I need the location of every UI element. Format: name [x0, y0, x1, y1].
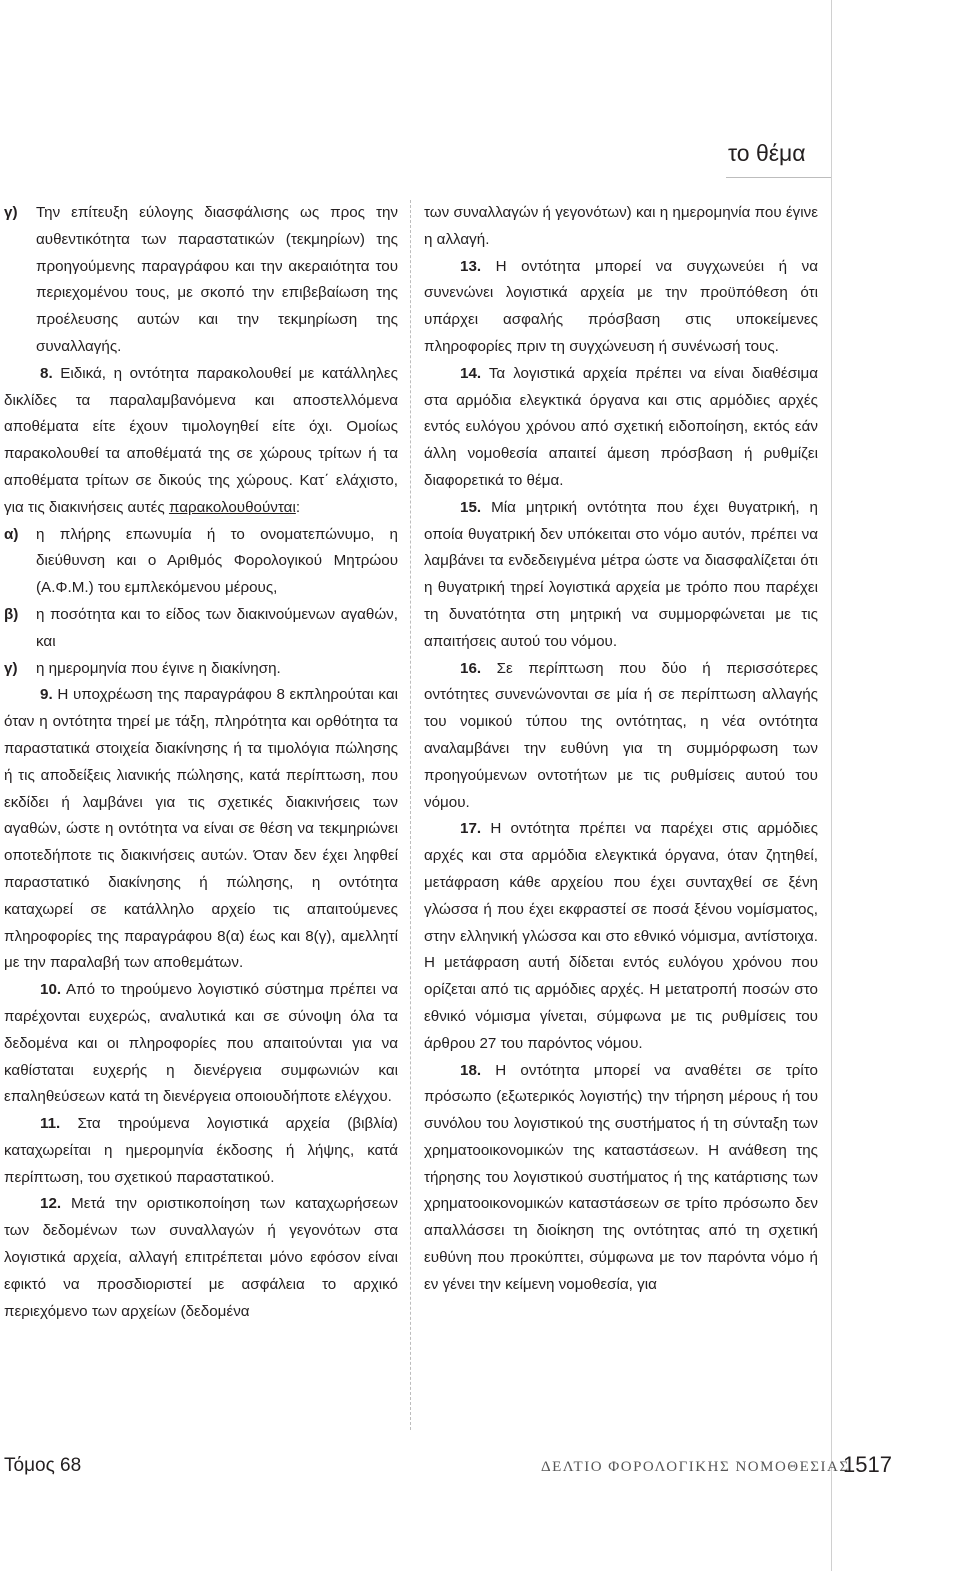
- right-column: [424, 200, 818, 1299]
- list-item: [4, 200, 398, 361]
- item-marker: β): [4, 605, 19, 623]
- paragraph-text: Η οντότητα πρέπει να παρέχει στις αρμόδιες αρχές και στα αρμόδια ελεγκτικά όργανα, όταν ζητηθεί, μετάφραση κάθε αρχείου που έχει συνταχθεί σε ξένη γλώσσα ή που έχει εκφραστεί σε ποσά ξένου νομίσματος, στην ελληνική γλώσσα και στο εθνικό νόμισμα, αντίστοιχα. Η μετάφραση αυτή δίδεται εντός ευλόγου χρόνου που ορίζεται από τις αρμόδιες αρχές. Η μετατροπή ποσών στο εθνικό νόμισμα γίνεται, σύμφωνα με τις ρυθμίσεις του άρθρου 27 του παρόντος νόμου.: [424, 820, 818, 1052]
- paragraph-12: [4, 1191, 398, 1325]
- item-marker: γ): [4, 659, 18, 677]
- column-divider: [410, 200, 411, 1430]
- section-label: το θέμα: [728, 140, 806, 166]
- paragraph-9: [4, 682, 398, 977]
- list-item: [4, 656, 398, 683]
- paragraph-number: 17.: [460, 820, 482, 838]
- item-text: η πλήρης επωνυμία ή το ονοματεπώνυμο, η διεύθυνση και ο Αριθμός Φορολογικού Μητρώου (Α.Φ.Μ.) του εμπλεκόμενου μέρους,: [36, 525, 398, 597]
- paragraph-number: 15.: [460, 498, 482, 516]
- paragraph-text: Η οντότητα μπορεί να συγχωνεύει ή να συνενώνει λογιστικά αρχεία με την προϋπόθεση ότι υπάρχει ασφαλής πρόσβαση στις υποκείμενες πληροφορίες πριν τη συγχώνευση ή συνένωσή τους.: [424, 257, 818, 355]
- volume-label: Τόμος 68: [4, 1455, 82, 1476]
- paragraph-number: 11.: [40, 1115, 61, 1133]
- item-text: Την επίτευξη εύλογης διασφάλισης ως προς την αυθεντικότητα των παραστατικών (τεκμηρίων) της προηγούμενης παραγράφου και την ακεραιότητα του περιεχομένου τους, με σκοπό την επιβεβαίωση της προέλευσης αυτών και την τεκμηρίωση της συναλλαγής.: [36, 204, 398, 355]
- list-item: [4, 602, 398, 656]
- publication-title: ΔΕΛΤΙΟ ΦΟΡΟΛΟΓΙΚΗΣ ΝΟΜΟΘΕΣΙΑΣ: [541, 1459, 850, 1475]
- paragraph-number: 12.: [40, 1195, 62, 1213]
- paragraph-number: 10.: [40, 981, 62, 999]
- paragraph-text: Η οντότητα μπορεί να αναθέτει σε τρίτο πρόσωπο (εξωτερικός λογιστής) την τήρηση μέρους ή του συνόλου του λογιστικού της συστήματος ή τη σύνταξη των χρηματοοικονομικών της καταστάσεων. Η ανάθεση της τήρησης του λογιστικού συστήματος ή της κατάρτισης των χρηματοοικονομικών καταστάσεων σε τρίτο πρόσωπο δεν απαλλάσσει τη διοίκηση της οντότητας από τη σχετική ευθύνη που προκύπτει, σύμφωνα με τον παρόντα νόμο ή εν γένει την κείμενη νομοθεσία, για: [424, 1061, 818, 1293]
- paragraph-text: Ειδικά, η οντότητα παρακολουθεί με κατάλληλες δικλίδες τα παραλαμβανόμενα και αποστελλόμενα αποθέματα είτε έχουν τιμολογηθεί είτε όχι. Ομοίως παρακολουθεί τα αποθέματά της σε χώρους τρίτων ή τα αποθέματα τρίτων σε δικούς της χώρους. Κατ΄ ελάχιστο, για τις διακινήσεις αυτές: [4, 364, 398, 516]
- paragraph-number: 13.: [460, 257, 482, 275]
- paragraph-18: [424, 1058, 818, 1299]
- paragraph-16: [424, 656, 818, 817]
- margin-rule: [831, 0, 832, 1571]
- continuation-text: των συναλλαγών ή γεγονότων) και η ημερομηνία που έγινε η αλλαγή.: [424, 204, 818, 248]
- list-item: [4, 522, 398, 602]
- paragraph-13: [424, 254, 818, 361]
- paragraph-number: 8.: [40, 364, 53, 382]
- paragraph-17: [424, 816, 818, 1057]
- item-text: η ημερομηνία που έγινε η διακίνηση.: [36, 659, 281, 677]
- paragraph-number: 9.: [40, 686, 53, 704]
- paragraph-15: [424, 495, 818, 656]
- paragraph-text: Από το τηρούμενο λογιστικό σύστημα πρέπει να παρέχονται ευχερώς, αναλυτικά και σε σύνοψη όλα τα δεδομένα και οι πληροφορίες που απαιτούνται για να καθίσταται ευχερής η διενέργεια συμφωνιών και επαληθεύσεων κατά τη διενέργεια οποιουδήποτε ελέγχου.: [4, 981, 398, 1106]
- paragraph-14: [424, 361, 818, 495]
- paragraph-11: [4, 1111, 398, 1191]
- paragraph-end: :: [295, 498, 301, 516]
- page-number: 1517: [843, 1452, 892, 1477]
- paragraph-text: Σε περίπτωση που δύο ή περισσότερες οντότητες συνενώνονται σε μία ή σε περίπτωση αλλαγής του νομικού τύπου της οντότητας, η νέα οντότητα αναλαμβάνει την ευθύνη για τη συμμόρφωση των προηγούμενων οντοτήτων με τις ρυθμίσεις αυτού του νόμου.: [424, 659, 818, 811]
- left-column: [4, 200, 398, 1325]
- paragraph-number: 14.: [460, 364, 482, 382]
- header-rule: [726, 177, 831, 178]
- item-text: η ποσότητα και το είδος των διακινούμενων αγαθών, και: [36, 605, 398, 650]
- item-marker: γ): [4, 204, 18, 221]
- paragraph-8: [4, 361, 398, 522]
- underlined-text: παρακολουθούνται: [168, 498, 296, 516]
- paragraph-text: Στα τηρούμενα λογιστικά αρχεία (βιβλία) καταχωρείται η ημερομηνία έκδοσης ή λήψης, κατά περίπτωση, του σχετικού παραστατικού.: [4, 1115, 398, 1186]
- paragraph-text: Μετά την οριστικοποίηση των καταχωρήσεων των δεδομένων των συναλλαγών ή γεγονότων στα λογιστικά αρχεία, αλλαγή επιτρέπεται μόνο εφόσον είναι εφικτό να προσδιοριστεί με ασφάλεια το αρχικό περιεχόμενο των αρχείων (δεδομένα: [4, 1195, 398, 1320]
- paragraph-number: 16.: [460, 659, 482, 677]
- paragraph-text: Τα λογιστικά αρχεία πρέπει να είναι διαθέσιμα στα αρμόδια ελεγκτικά όργανα και στις αρμόδιες αρχές εντός ευλόγου χρόνου από σχετική ειδοποίηση, εκτός εάν άλλη νομοθεσία απαιτεί άμεση πρόσβαση ή ρυθμίζει διαφορετικά το θέμα.: [424, 364, 818, 489]
- paragraph-number: 18.: [460, 1061, 482, 1079]
- item-marker: α): [4, 525, 19, 543]
- paragraph-10: [4, 977, 398, 1111]
- paragraph-text: Η υποχρέωση της παραγράφου 8 εκπληρούται και όταν η οντότητα τηρεί με τάξη, πληρότητα και ορθότητα τα παραστατικά στοιχεία διακίνησης ή τα τιμολόγια πώλησης ή τις αποδείξεις λιανικής πώλησης, κατά περίπτωση, που εκδίδει ή λαμβάνει για τις σχετικές διακινήσεις των αγαθών, ώστε η οντότητα να είναι σε θέση να τεκμηριώνει οποτεδήποτε τις διακινήσεις αυτών. Όταν δεν έχει ληφθεί παραστατικό διακίνησης ή πώλησης, η οντότητα καταχωρεί σε κατάλληλο αρχείο τις απαιτούμενες πληροφορίες της παραγράφου 8(α) έως και 8(γ), αμελλητί με την παραλαβή των αποθεμάτων.: [4, 686, 398, 972]
- paragraph-text: Μία μητρική οντότητα που έχει θυγατρική, η οποία θυγατρική δεν υπόκειται στο νόμο αυτόν, πρέπει να λαμβάνει τα ενδεδειγμένα μέτρα ώστε να διασφαλίζεται ότι η θυγατρική τηρεί λογιστικά αρχεία με τρόπο που παρέχει τη δυνατότητα στη μητρική να συμμορφώνεται με τις απαιτήσεις αυτού του νόμου.: [424, 498, 818, 650]
